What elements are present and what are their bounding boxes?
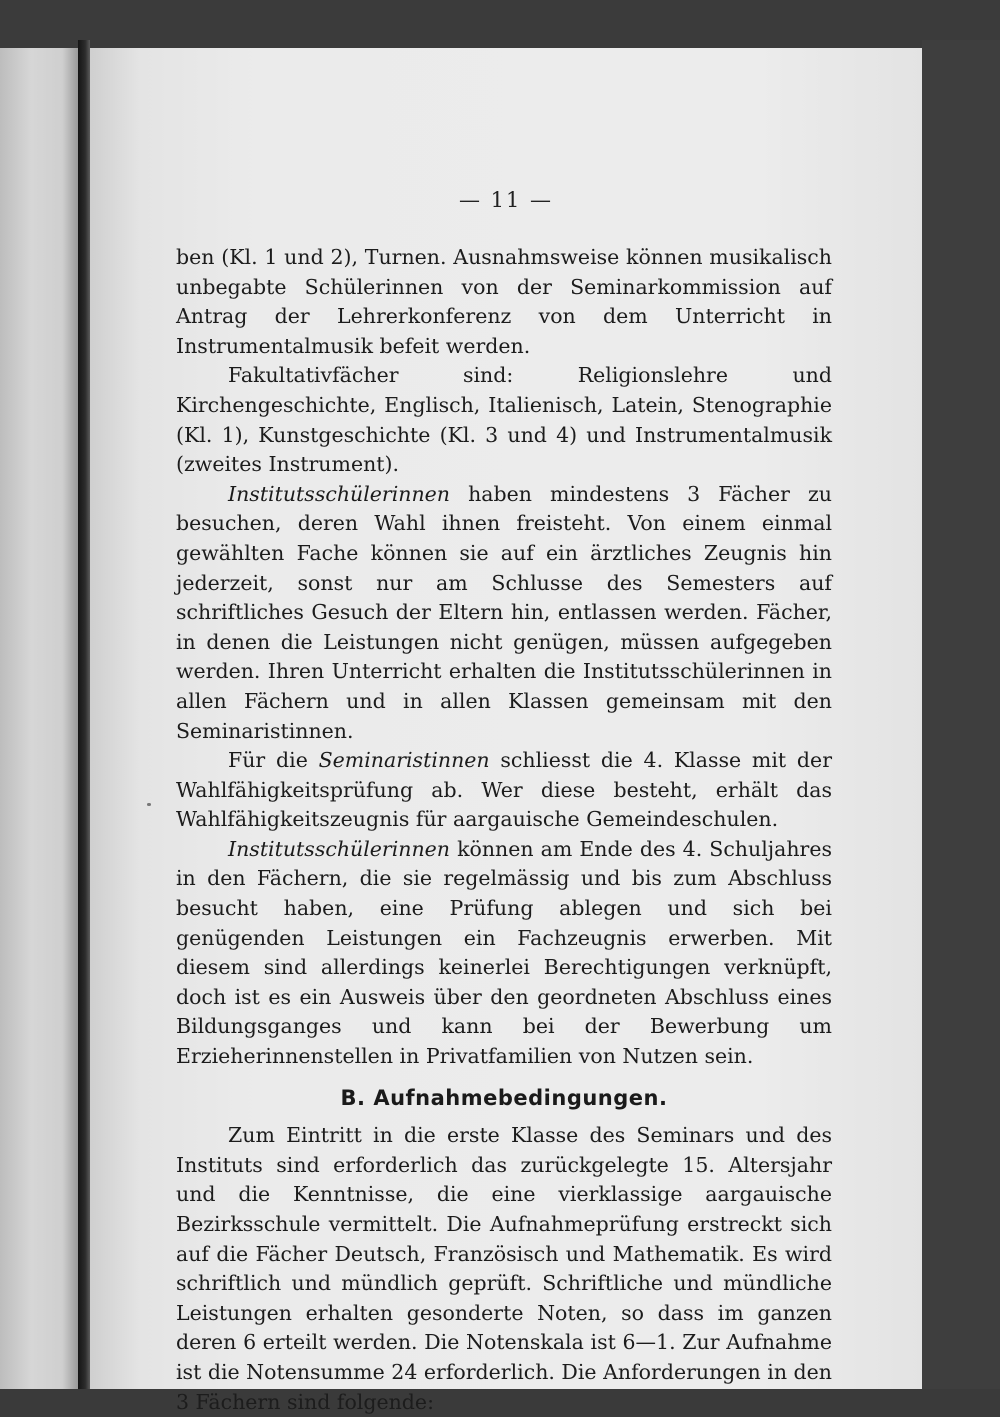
paragraph-text: Fakultativfächer sind: Religionslehre und Kirchengeschichte, Englisch, Italienisch, Latein, Stenographie (Kl. 1), Kunstgeschichte (Kl. 3 und 4) und Instrumentalmusik (zweites Instrument).: [176, 363, 832, 477]
page-number: — 11 —: [458, 188, 554, 212]
paragraph-text: haben mindestens 3 Fächer zu besuchen, deren Wahl ihnen freisteht. Von einem einmal gewählten Fache können sie auf ein ärztliches Zeugnis hin jederzeit, sonst nur am Schlusse des Semesters auf schriftliches Gesuch der Eltern hin, entlassen werden. Fächer, in denen die Leistungen nicht genügen, müssen aufgegeben werden. Ihren Unterricht erhalten die Institutsschülerinnen in allen Fächern und in allen Klassen gemeinsam mit den Seminaristinnen.: [176, 481, 832, 743]
book-page: [90, 48, 922, 1414]
book-gutter: [78, 40, 90, 1389]
paragraph-5: [176, 835, 832, 1072]
italic-term: Seminaristinnen: [318, 748, 490, 773]
paragraph-text: können am Ende des 4. Schuljahres in den Fächern, die sie regelmässig und bis zum Abschluss besucht haben, eine Prüfung ablegen und sich bei genügenden Leistungen ein Fachzeugnis erwerben. Mit diesem sind allerdings keinerlei Berechtigungen verknüpft, doch ist es ein Ausweis über den geordneten Abschluss eines Bildungsganges und kann bei der Bewerbung um Erzieherinnenstellen in Privatfamilien von Nutzen sein.: [176, 836, 832, 1069]
scan-background: [922, 40, 1000, 1389]
paragraph-1: [176, 243, 832, 361]
paragraph-text: schliesst die 4. Klasse mit der Wahlfähigkeitsprüfung ab. Wer diese besteht, erhält das Wahlfähigkeitszeugnis für aargauische Gemeindeschulen.: [176, 748, 832, 832]
italic-term: Institutsschülerinnen: [228, 481, 451, 506]
left-page-edge: [0, 48, 78, 1389]
section-heading: B. Aufnahmebedingungen.: [340, 1085, 668, 1110]
section-paragraph: Zum Eintritt in die erste Klasse des Seminars und des Instituts sind erforderlich das zurückgelegte 15. Altersjahr und die Kenntnisse, die eine vierklassige aargauische Bezirksschule vermittelt. Die Aufnahmeprüfung erstreckt sich auf die Fächer Deutsch, Französisch und Mathematik. Es wird schriftlich und mündlich geprüft. Schriftliche und mündliche Leistungen erhalten gesonderte Noten, so dass im ganzen deren 6 erteilt werden. Die Notenskala ist 6—1. Zur Aufnahme ist die Notensumme 24 erforderlich. Die Anforderungen in den 3 Fächern sind folgende:: [176, 1123, 832, 1414]
paragraph-text: ben (Kl. 1 und 2), Turnen. Ausnahmsweise können musikalisch unbegabte Schülerinnen von der Seminarkommission auf Antrag der Lehrerkonferenz von dem Unterricht in Instrumentalmusik befeit werden.: [176, 245, 832, 358]
paragraph-2: [176, 361, 832, 479]
paragraph-4: [176, 746, 832, 835]
margin-speck: [147, 803, 151, 806]
paragraph-text: Für die: [228, 748, 319, 773]
paragraph-3: [176, 480, 832, 746]
italic-term: Institutsschülerinnen: [228, 836, 451, 861]
page-body: [176, 243, 832, 1417]
